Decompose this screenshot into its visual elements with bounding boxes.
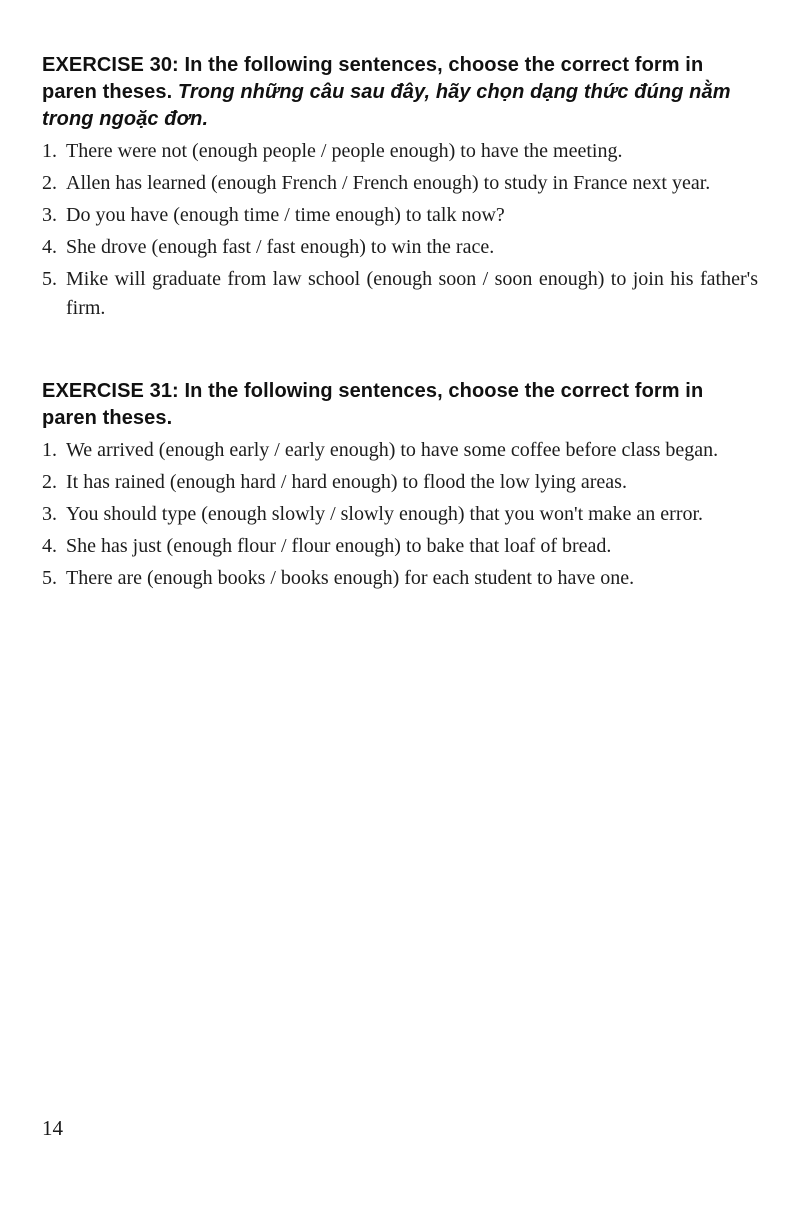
exercise-30-list	[42, 137, 758, 323]
item-number: 3.	[42, 503, 57, 525]
exercise-30-item-4	[42, 233, 758, 262]
item-number: 3.	[42, 204, 57, 226]
exercise-31-item-5	[42, 564, 758, 593]
item-text: She drove (enough fast / fast enough) to win the race.	[66, 236, 495, 258]
item-text: You should type (enough slowly / slowly enough) that you won't make an error.	[66, 503, 704, 525]
item-text: Mike will graduate from law school (enough soon / soon enough) to join his father's firm.	[66, 268, 758, 319]
item-number: 1.	[42, 439, 57, 461]
item-text: She has just (enough flour / flour enough) to bake that loaf of bread.	[66, 535, 612, 557]
exercise-30-item-5	[42, 265, 758, 323]
exercise-30-heading	[42, 52, 758, 133]
item-text: It has rained (enough hard / hard enough) to flood the low lying areas.	[66, 471, 627, 493]
item-number: 2.	[42, 471, 57, 493]
item-number: 5.	[42, 268, 57, 290]
item-text: There were not (enough people / people enough) to have the meeting.	[66, 140, 623, 162]
item-text: We arrived (enough early / early enough) to have some coffee before class began.	[66, 439, 719, 461]
item-number: 1.	[42, 140, 57, 162]
exercise-31-item-3	[42, 500, 758, 529]
exercise-31-item-2	[42, 468, 758, 497]
item-text: There are (enough books / books enough) for each student to have one.	[66, 567, 635, 589]
exercise-30-title: EXERCISE 30: In the following sentences, choose the correct form in paren theses.	[42, 54, 704, 103]
item-number: 4.	[42, 236, 57, 258]
exercise-31-heading	[42, 378, 758, 432]
page-number: 14	[42, 1116, 63, 1140]
exercise-31	[42, 378, 758, 596]
item-text: Allen has learned (enough French / French enough) to study in France next year.	[66, 172, 711, 194]
exercise-31-list	[42, 436, 758, 593]
exercise-30	[42, 52, 758, 326]
exercise-30-title-vietnamese: Trong những câu sau đây, hãy chọn dạng thức đúng nằm trong ngoặc đơn.	[42, 81, 731, 130]
item-number: 5.	[42, 567, 57, 589]
exercise-31-item-1	[42, 436, 758, 465]
exercise-30-item-2	[42, 169, 758, 198]
item-number: 2.	[42, 172, 57, 194]
exercise-31-title: EXERCISE 31: In the following sentences, choose the correct form in paren theses.	[42, 380, 704, 429]
item-number: 4.	[42, 535, 57, 557]
exercise-30-item-3	[42, 201, 758, 230]
exercise-31-item-4	[42, 532, 758, 561]
exercise-30-item-1	[42, 137, 758, 166]
item-text: Do you have (enough time / time enough) to talk now?	[66, 204, 505, 226]
